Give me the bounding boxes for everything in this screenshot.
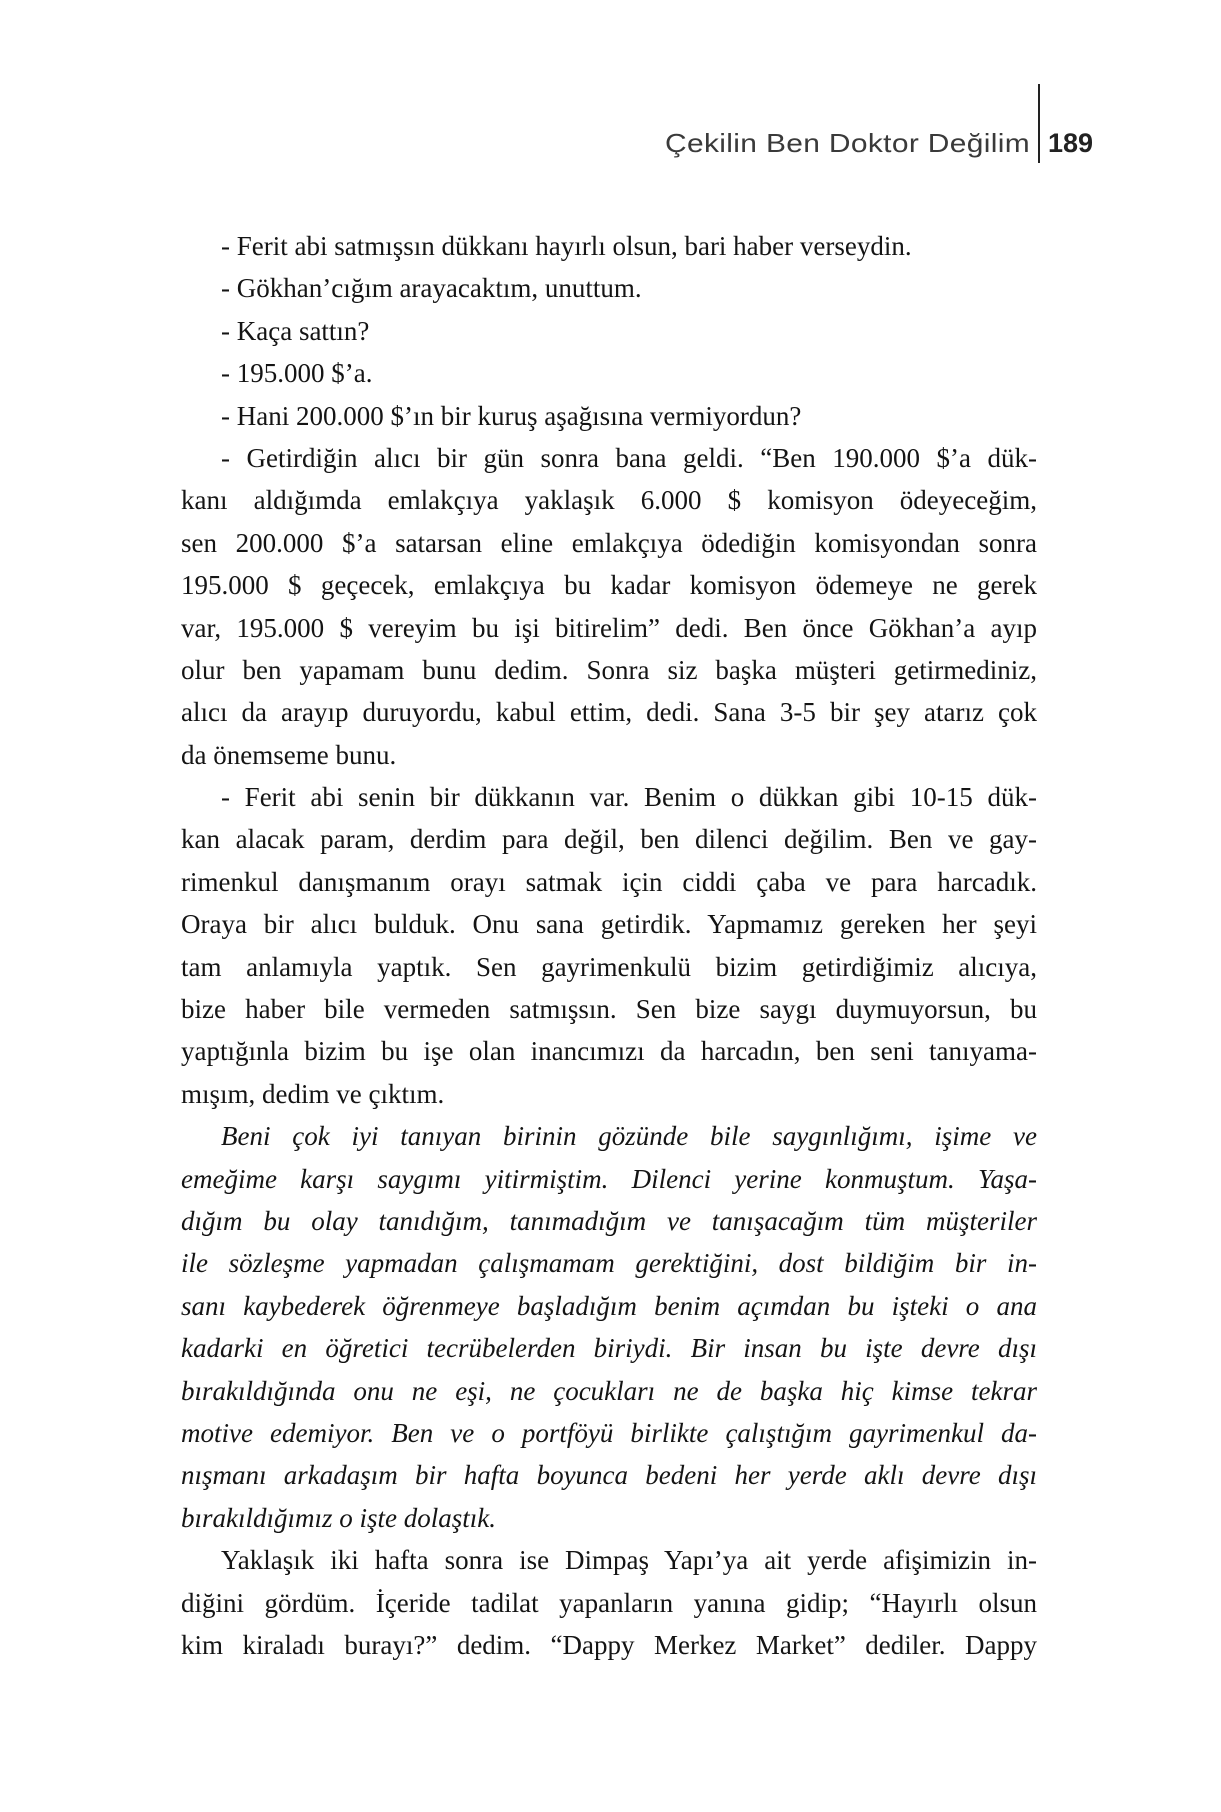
text-line-content: kim kiraladı burayı?” dedim. “Dappy Merkez Market” dediler. Dappy — [181, 1629, 1037, 1660]
text-line — [181, 1200, 1037, 1242]
text-line — [181, 1370, 1037, 1412]
paragraph — [181, 225, 1037, 267]
text-line-content: alıcı da arayıp duruyordu, kabul ettim, dedi. Sana 3-5 bir şey atarız çok — [181, 697, 1037, 728]
text-line-content: sen 200.000 $’a satarsan eline emlakçıya ödediğin komisyondan sonra — [181, 527, 1037, 558]
text-line — [181, 1412, 1037, 1454]
text-line — [181, 1073, 1037, 1115]
text-line — [181, 310, 1037, 352]
text-line-content: bırakıldığımız o işte dolaştık. — [181, 1502, 496, 1533]
book-title: Çekilin Ben Doktor Değilim — [665, 128, 1030, 158]
text-line — [181, 1158, 1037, 1200]
text-line-content: - Ferit abi senin bir dükkanın var. Benim o dükkan gibi 10-15 dük- — [221, 782, 1037, 813]
paragraph — [181, 776, 1037, 1115]
italic-paragraph — [181, 1115, 1037, 1539]
text-line — [181, 1242, 1037, 1284]
text-line-content: 195.000 $ geçecek, emlakçıya bu kadar komisyon ödemeye ne gerek — [181, 570, 1037, 601]
text-line-content: kadarki en öğretici tecrübelerden biriydi. Bir insan bu işte devre dışı — [181, 1333, 1037, 1364]
text-line-content: bize haber bile vermeden satmışsın. Sen bize saygı duymuyorsun, bu — [181, 994, 1037, 1025]
text-line-content: kan alacak param, derdim para değil, ben dilenci değilim. Ben ve gay- — [181, 824, 1037, 855]
text-line-content: bırakıldığında onu ne eşi, ne çocukları ne de başka hiç kimse tekrar — [181, 1375, 1037, 1406]
text-line-content: - 195.000 $’a. — [221, 358, 373, 389]
text-line-content: dığım bu olay tanıdığım, tanımadığım ve tanışacağım tüm müşteriler — [181, 1205, 1037, 1236]
text-line — [181, 607, 1037, 649]
text-line — [181, 1285, 1037, 1327]
text-line-content: - Hani 200.000 $’ın bir kuruş aşağısına vermiyordun? — [221, 400, 802, 431]
text-line-content: - Gökhan’cığım arayacaktım, unuttum. — [221, 273, 642, 304]
text-line — [181, 1327, 1037, 1369]
text-line — [181, 267, 1037, 309]
text-line — [181, 1497, 1037, 1539]
text-line — [181, 1624, 1037, 1666]
text-line-content: - Kaça sattın? — [221, 315, 370, 346]
text-line — [181, 437, 1037, 479]
text-line — [181, 1115, 1037, 1157]
text-line-content: olur ben yapamam bunu dedim. Sonra siz başka müşteri getirmediniz, — [181, 654, 1037, 685]
text-line — [181, 649, 1037, 691]
text-line-content: - Getirdiğin alıcı bir gün sonra bana geldi. “Ben 190.000 $’a dük- — [221, 442, 1037, 473]
header-divider — [1038, 84, 1040, 163]
text-line-content: Yaklaşık iki hafta sonra ise Dimpaş Yapı’ya ait yerde afişimizin in- — [221, 1545, 1037, 1576]
text-line-content: diğini gördüm. İçeride tadilat yapanların yanına gidip; “Hayırlı olsun — [181, 1587, 1037, 1618]
paragraph — [181, 395, 1037, 437]
text-line-content: yaptığınla bizim bu işe olan inancımızı da harcadın, ben seni tanıyama- — [181, 1036, 1037, 1067]
text-line-content: kanı aldığımda emlakçıya yaklaşık 6.000 $ komisyon ödeyeceğim, — [181, 485, 1037, 516]
text-line — [181, 395, 1037, 437]
body-text — [181, 225, 1037, 1666]
page-number: 189 — [1048, 128, 1094, 158]
text-line-content: mışım, dedim ve çıktım. — [181, 1078, 445, 1109]
text-line — [181, 1539, 1037, 1581]
text-line — [181, 861, 1037, 903]
text-line-content: Beni çok iyi tanıyan birinin gözünde bile saygınlığımı, işime ve — [221, 1121, 1037, 1152]
text-line — [181, 564, 1037, 606]
text-line — [181, 225, 1037, 267]
text-line-content: nışmanı arkadaşım bir hafta boyunca bedeni her yerde aklı devre dışı — [181, 1460, 1037, 1491]
text-line-content: motive edemiyor. Ben ve o portföyü birlikte çalıştığım gayrimenkul da- — [181, 1417, 1037, 1448]
text-line-content: sanı kaybederek öğrenmeye başladığım benim açımdan bu işteki o ana — [181, 1290, 1037, 1321]
text-line — [181, 479, 1037, 521]
text-line-content: da önemseme bunu. — [181, 739, 397, 770]
text-line-content: ile sözleşme yapmadan çalışmamam gerektiğini, dost bildiğim bir in- — [181, 1248, 1037, 1279]
paragraph — [181, 310, 1037, 352]
text-line — [181, 352, 1037, 394]
paragraph — [181, 437, 1037, 776]
text-line — [181, 946, 1037, 988]
text-line-content: tam anlamıyla yaptık. Sen gayrimenkulü bizim getirdiğimiz alıcıya, — [181, 951, 1037, 982]
text-line-content: rimenkul danışmanım orayı satmak için ciddi çaba ve para harcadık. — [181, 866, 1037, 897]
text-line — [181, 988, 1037, 1030]
paragraph — [181, 267, 1037, 309]
paragraph — [181, 1539, 1037, 1666]
text-line — [181, 1582, 1037, 1624]
text-line — [181, 522, 1037, 564]
text-line-content: emeğime karşı saygımı yitirmiştim. Dilenci yerine konmuştum. Yaşa- — [181, 1163, 1037, 1194]
text-line — [181, 1030, 1037, 1072]
text-line-content: - Ferit abi satmışsın dükkanı hayırlı olsun, bari haber verseydin. — [221, 231, 912, 261]
text-line — [181, 691, 1037, 733]
text-line-content: Oraya bir alıcı bulduk. Onu sana getirdik. Yapmamız gereken her şeyi — [181, 909, 1037, 940]
text-line — [181, 903, 1037, 945]
text-line-content: var, 195.000 $ vereyim bu işi bitirelim” dedi. Ben önce Gökhan’a ayıp — [181, 612, 1037, 643]
text-line — [181, 1454, 1037, 1496]
text-line — [181, 818, 1037, 860]
text-line — [181, 776, 1037, 818]
paragraph — [181, 352, 1037, 394]
running-header — [560, 128, 1030, 168]
text-line — [181, 734, 1037, 776]
